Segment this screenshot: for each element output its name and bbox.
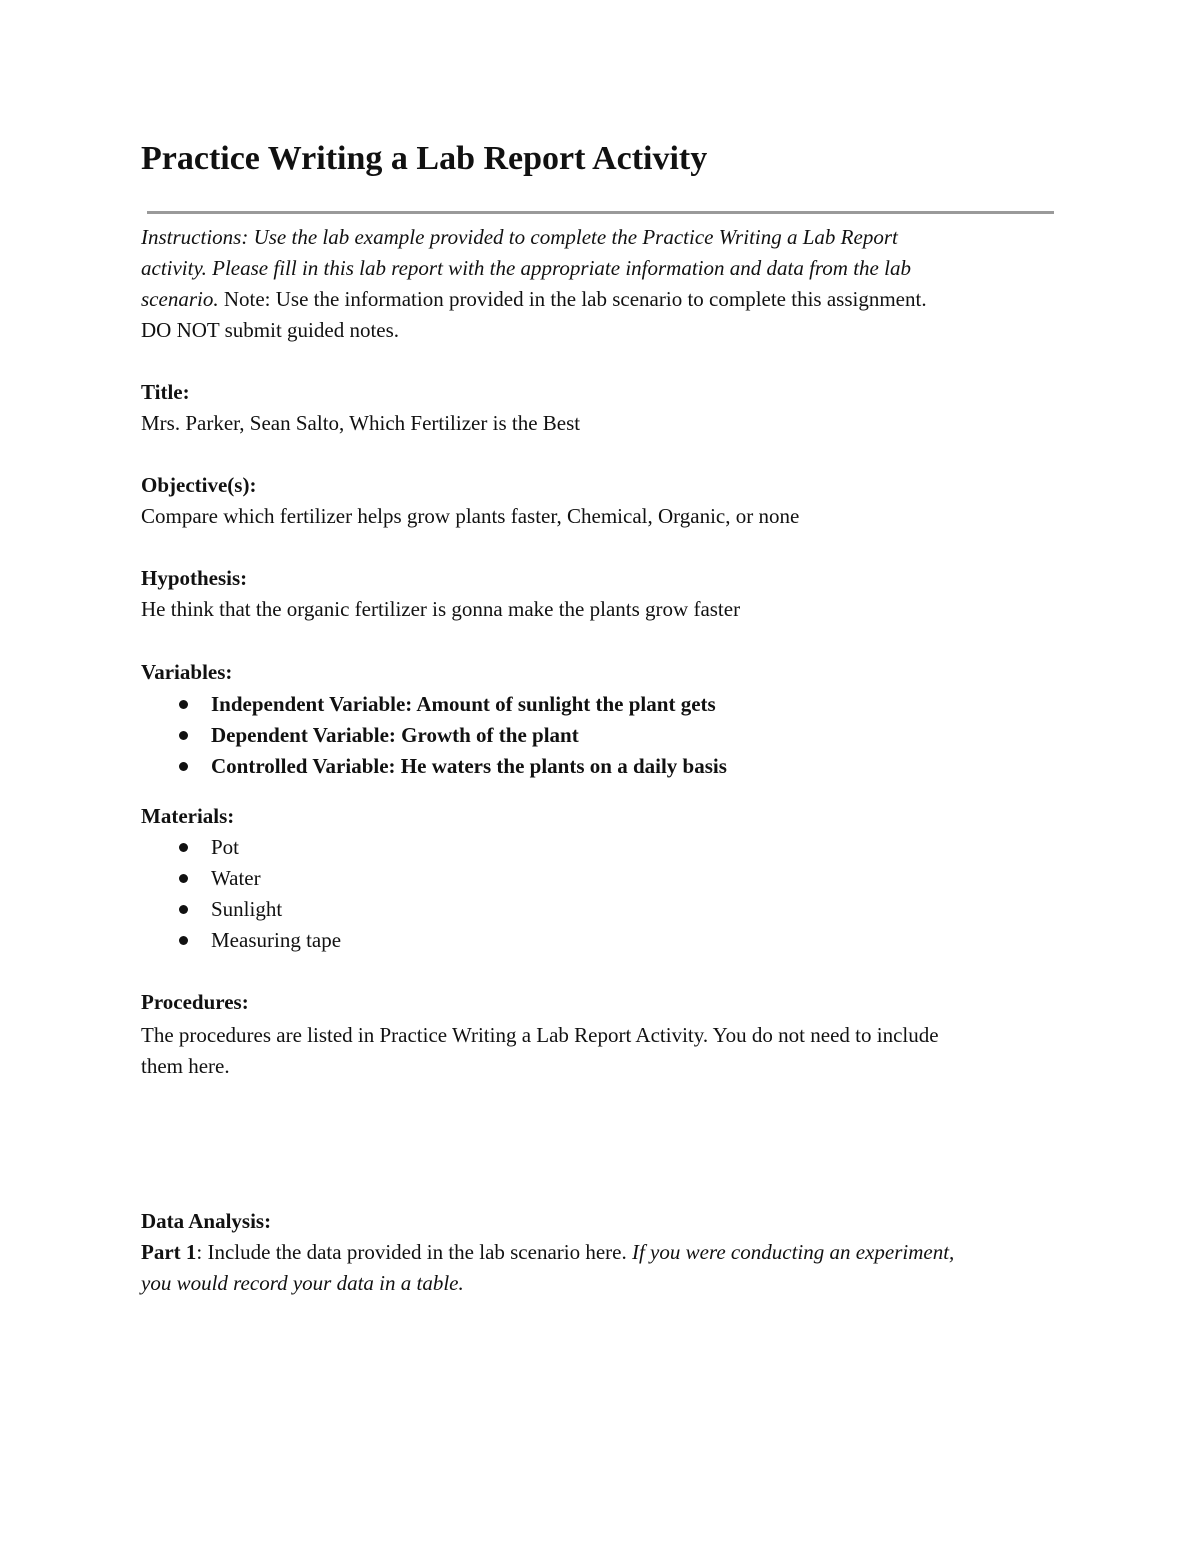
part-1-text: : Include the data provided in the lab scenario here. — [196, 1240, 632, 1264]
objectives-heading: Objective(s): — [141, 473, 257, 497]
list-item — [141, 720, 727, 751]
part-1-italic-note: If you were conducting an experiment, — [631, 1240, 955, 1264]
materials-list — [141, 832, 341, 956]
list-item — [141, 832, 341, 863]
list-item — [141, 894, 341, 925]
data-analysis-line-2: you would record your data in a table. — [141, 1271, 464, 1295]
instructions-block — [141, 222, 1071, 346]
instructions-line-2: activity. Please fill in this lab report with the appropriate information and data from the lab — [141, 256, 911, 280]
data-analysis-line-1 — [141, 1237, 954, 1268]
bullet-icon — [179, 700, 188, 709]
material-item: Measuring tape — [211, 928, 342, 952]
instructions-line-4: DO NOT submit guided notes. — [141, 318, 400, 342]
bullet-icon — [179, 905, 188, 914]
bullet-icon — [179, 936, 188, 945]
instructions-line-3 — [141, 284, 1071, 315]
list-item — [141, 863, 341, 894]
procedures-heading: Procedures: — [141, 990, 249, 1014]
bullet-icon — [179, 874, 188, 883]
hypothesis-heading: Hypothesis: — [141, 566, 248, 590]
title-text: Mrs. Parker, Sean Salto, Which Fertilizer is the Best — [141, 411, 581, 435]
list-item — [141, 925, 341, 956]
title-heading: Title: — [141, 380, 190, 404]
part-1-label: Part 1 — [141, 1240, 197, 1264]
material-item: Water — [211, 866, 261, 890]
procedures-line-2: them here. — [141, 1054, 230, 1078]
materials-heading: Materials: — [141, 804, 235, 828]
instructions-line-3-italic: scenario. — [141, 287, 219, 311]
title-divider — [147, 211, 1054, 214]
objectives-text: Compare which fertilizer helps grow plants faster, Chemical, Organic, or none — [141, 504, 800, 528]
list-item — [141, 751, 727, 782]
hypothesis-text: He think that the organic fertilizer is gonna make the plants grow faster — [141, 597, 741, 621]
material-item: Sunlight — [211, 897, 283, 921]
variable-controlled: Controlled Variable: He waters the plants on a daily basis — [211, 754, 727, 778]
variables-list — [141, 689, 727, 782]
data-analysis-heading: Data Analysis: — [141, 1209, 272, 1233]
variables-heading: Variables: — [141, 660, 233, 684]
material-item: Pot — [211, 835, 240, 859]
instructions-note: Note: Use the information provided in the lab scenario to complete this assignment. — [218, 287, 927, 311]
procedures-line-1: The procedures are listed in Practice Writing a Lab Report Activity. You do not need to include — [141, 1023, 939, 1047]
bullet-icon — [179, 731, 188, 740]
bullet-icon — [179, 762, 188, 771]
variable-dependent: Dependent Variable: Growth of the plant — [211, 723, 579, 747]
bullet-icon — [179, 843, 188, 852]
document-title: Practice Writing a Lab Report Activity — [141, 140, 708, 177]
variable-independent: Independent Variable: Amount of sunlight the plant gets — [211, 692, 716, 716]
instructions-line-1: Instructions: Use the lab example provided to complete the Practice Writing a Lab Report — [141, 225, 898, 249]
list-item — [141, 689, 727, 720]
